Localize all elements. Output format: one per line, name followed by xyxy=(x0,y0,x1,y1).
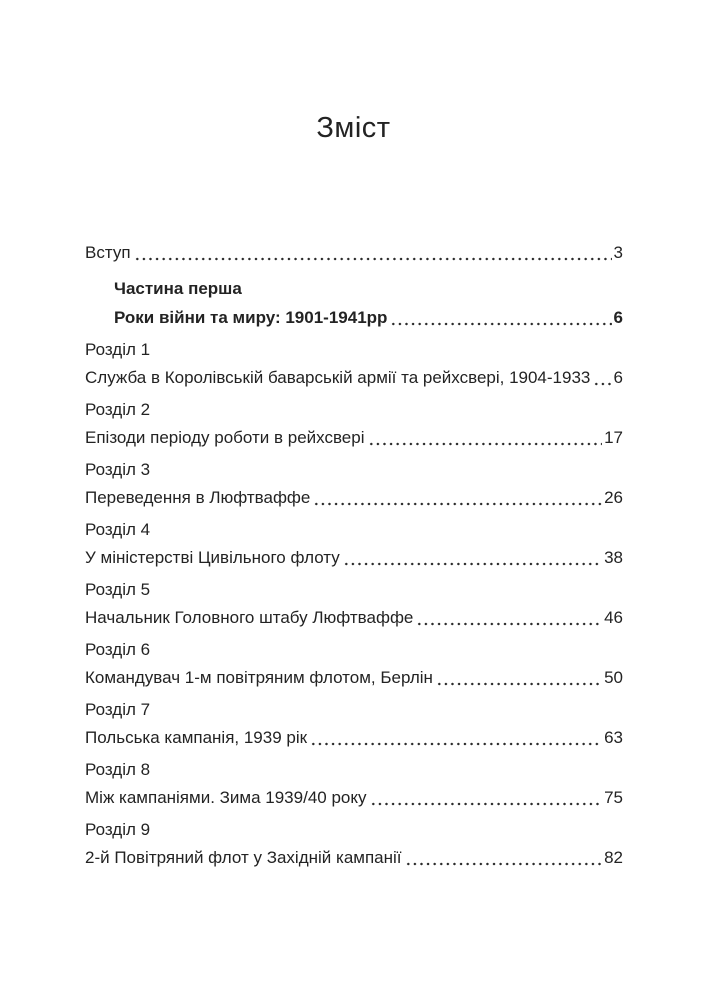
chapter-title-row xyxy=(85,848,623,868)
page-number: 6 xyxy=(613,368,623,387)
dot-leader xyxy=(343,562,602,566)
page-title: Зміст xyxy=(316,112,391,144)
chapter-title: Між кампаніями. Зима 1939/40 року xyxy=(85,788,367,807)
chapter-title: 2-й Повітряний флот у Західній кампанії xyxy=(85,848,402,867)
page-number: 50 xyxy=(604,668,623,687)
part-subtitle-row xyxy=(114,308,623,328)
toc-chapter-group xyxy=(85,760,623,808)
dot-leader xyxy=(310,742,602,746)
chapter-title: Польська кампанія, 1939 рік xyxy=(85,728,308,747)
dot-leader xyxy=(134,257,612,261)
chapter-label: Розділ 5 xyxy=(85,580,151,599)
chapter-label: Розділ 2 xyxy=(85,400,151,419)
toc-part-heading xyxy=(114,279,623,328)
chapter-title: Начальник Головного штабу Люфтваффе xyxy=(85,608,414,627)
toc-entry-intro xyxy=(85,243,623,263)
page-number: 26 xyxy=(604,488,623,507)
dot-leader xyxy=(405,862,603,866)
toc-chapter-group xyxy=(85,820,623,868)
chapter-label: Розділ 4 xyxy=(85,520,151,539)
chapter-title: Епізоди періоду роботи в рейхсвері xyxy=(85,428,365,447)
part-subtitle: Роки війни та миру: 1901-1941рр xyxy=(114,308,388,327)
chapter-title-row xyxy=(85,428,623,448)
chapter-label: Розділ 6 xyxy=(85,640,151,659)
toc-intro-label: Вступ xyxy=(85,243,131,262)
chapter-title-row xyxy=(85,608,623,628)
chapter-label: Розділ 3 xyxy=(85,460,151,479)
chapter-label: Розділ 8 xyxy=(85,760,151,779)
chapter-title-row xyxy=(85,668,623,688)
toc-chapter-group xyxy=(85,460,623,508)
page-number: 17 xyxy=(604,428,623,447)
page-number: 46 xyxy=(604,608,623,627)
dot-leader xyxy=(416,622,602,626)
chapter-title: У міністерстві Цивільного флоту xyxy=(85,548,340,567)
page-number: 38 xyxy=(604,548,623,567)
toc-chapter-group xyxy=(85,700,623,748)
chapter-title: Командувач 1-м повітряним флотом, Берлін xyxy=(85,668,433,687)
page-number: 75 xyxy=(604,788,623,807)
chapter-title-row xyxy=(85,728,623,748)
chapter-label: Розділ 7 xyxy=(85,700,151,719)
toc-chapter-group xyxy=(85,400,623,448)
chapter-label: Розділ 9 xyxy=(85,820,151,839)
chapter-label: Розділ 1 xyxy=(85,340,151,359)
toc-chapter-group xyxy=(85,340,623,388)
page-number: 63 xyxy=(604,728,623,747)
toc-chapter-group xyxy=(85,640,623,688)
chapter-title: Служба в Королівській баварській армії та рейхсвері, 1904-1933 xyxy=(85,368,591,387)
dot-leader xyxy=(436,682,602,686)
chapter-title-row xyxy=(85,548,623,568)
page-number: 6 xyxy=(613,308,623,327)
chapter-title-row xyxy=(85,488,623,508)
toc-chapter-group xyxy=(85,580,623,628)
page-number: 3 xyxy=(613,243,623,262)
dot-leader xyxy=(390,322,611,326)
chapter-title-row xyxy=(85,788,623,808)
chapter-list xyxy=(85,340,623,868)
dot-leader xyxy=(368,442,603,446)
chapter-title-row xyxy=(85,368,623,388)
dot-leader xyxy=(313,502,602,506)
dot-leader xyxy=(370,802,603,806)
table-of-contents xyxy=(85,243,623,868)
chapter-title: Переведення в Люфтваффе xyxy=(85,488,311,507)
part-title: Частина перша xyxy=(114,279,242,298)
dot-leader xyxy=(593,382,611,386)
page-number: 82 xyxy=(604,848,623,867)
toc-chapter-group xyxy=(85,520,623,568)
